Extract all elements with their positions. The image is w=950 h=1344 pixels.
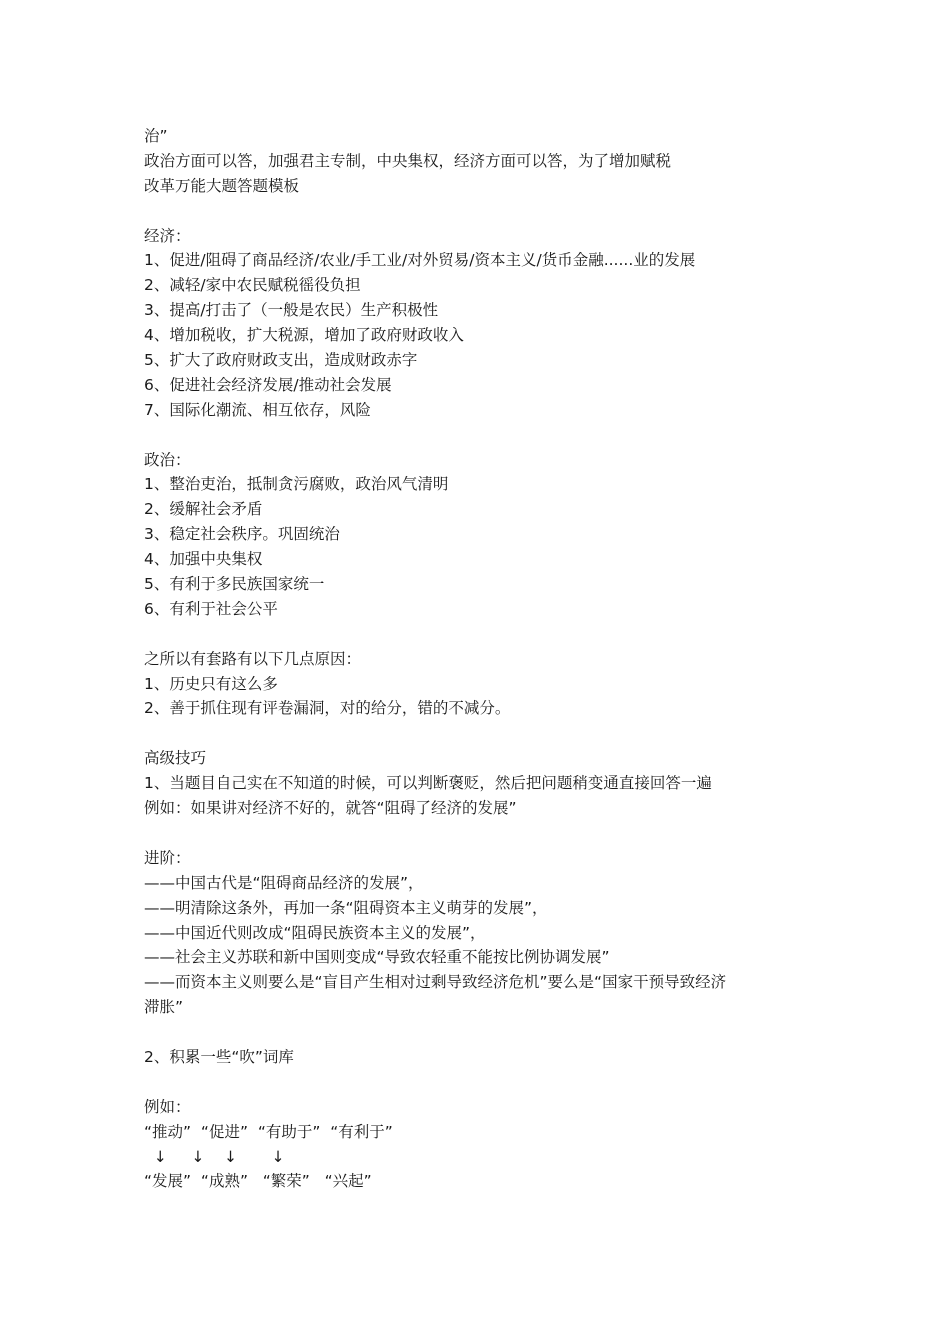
text-line: 例如：如果讲对经济不好的，就答“阻碍了经济的发展” xyxy=(144,799,517,818)
blank-line xyxy=(144,1020,824,1045)
text-line: ——明清除这条外，再加一条“阻碍资本主义萌芽的发展”， xyxy=(144,898,548,917)
text-line: 滞胀” xyxy=(144,998,184,1017)
text-line: 1、当题目自己实在不知道的时候，可以判断褒贬，然后把问题稍变通直接回答一遍 xyxy=(144,774,712,793)
text-line: 7、国际化潮流、相互依存，风险 xyxy=(144,400,371,419)
blank-line xyxy=(144,1070,824,1095)
text-line: 治” xyxy=(144,127,168,145)
text-line: 政治方面可以答，加强君主专制，中央集权，经济方面可以答，为了增加赋税 xyxy=(144,151,672,170)
text-line: 进阶： xyxy=(144,848,191,867)
text-line: ——而资本主义则要么是“盲目产生相对过剩导致经济危机”要么是“国家干预导致经济 xyxy=(144,973,727,992)
text-line: 5、扩大了政府财政支出，造成财政赤字 xyxy=(144,351,418,370)
text-line: 例如： xyxy=(144,1097,191,1116)
text-line: 2、积累一些“吹”词库 xyxy=(144,1047,294,1066)
blank-line xyxy=(144,821,824,846)
text-line: ↓ ↓ ↓ ↓ xyxy=(144,1147,285,1166)
text-line: 4、增加税收，扩大税源，增加了政府财政收入 xyxy=(144,326,464,345)
text-line: 改革万能大题答题模板 xyxy=(144,176,300,195)
text-line: 6、促进社会经济发展/推动社会发展 xyxy=(144,375,392,394)
blank-line xyxy=(144,622,824,647)
text-line: 1、历史只有这么多 xyxy=(144,674,278,693)
blank-line xyxy=(144,199,824,224)
text-line: 经济： xyxy=(144,226,191,245)
text-line: 政治： xyxy=(144,450,191,469)
text-line: 3、提高/打击了（一般是农民）生产积极性 xyxy=(144,301,439,320)
text-line: 2、缓解社会矛盾 xyxy=(144,500,263,519)
text-line: 5、有利于多民族国家统一 xyxy=(144,575,325,594)
text-line: 2、减轻/家中农民赋税徭役负担 xyxy=(144,276,361,295)
text-line: ——中国古代是“阻碍商品经济的发展”， xyxy=(144,873,424,892)
text-line: ——社会主义苏联和新中国则变成“导致农轻重不能按比例协调发展” xyxy=(144,948,610,967)
text-line: 高级技巧 xyxy=(144,749,207,768)
document-body xyxy=(144,124,824,1194)
blank-line xyxy=(144,423,824,448)
text-line: “推动” “促进” “有助于” “有利于” xyxy=(144,1122,393,1141)
text-line: 2、善于抓住现有评卷漏洞，对的给分，错的不减分。 xyxy=(144,699,511,718)
text-line: 1、促进/阻碍了商品经济/农业/手工业/对外贸易/资本主义/货币金融......业的发展 xyxy=(144,251,696,270)
text-line: “发展” “成熟” “繁荣” “兴起” xyxy=(144,1172,372,1191)
text-line: 3、稳定社会秩序。巩固统治 xyxy=(144,525,340,544)
text-line: 6、有利于社会公平 xyxy=(144,599,278,618)
text-line: ——中国近代则改成“阻碍民族资本主义的发展”， xyxy=(144,923,486,942)
text-line: 4、加强中央集权 xyxy=(144,550,263,569)
text-line: 1、整治吏治，抵制贪污腐败，政治风气清明 xyxy=(144,475,449,494)
blank-line xyxy=(144,721,824,746)
text-line: 之所以有套路有以下几点原因： xyxy=(144,649,362,668)
